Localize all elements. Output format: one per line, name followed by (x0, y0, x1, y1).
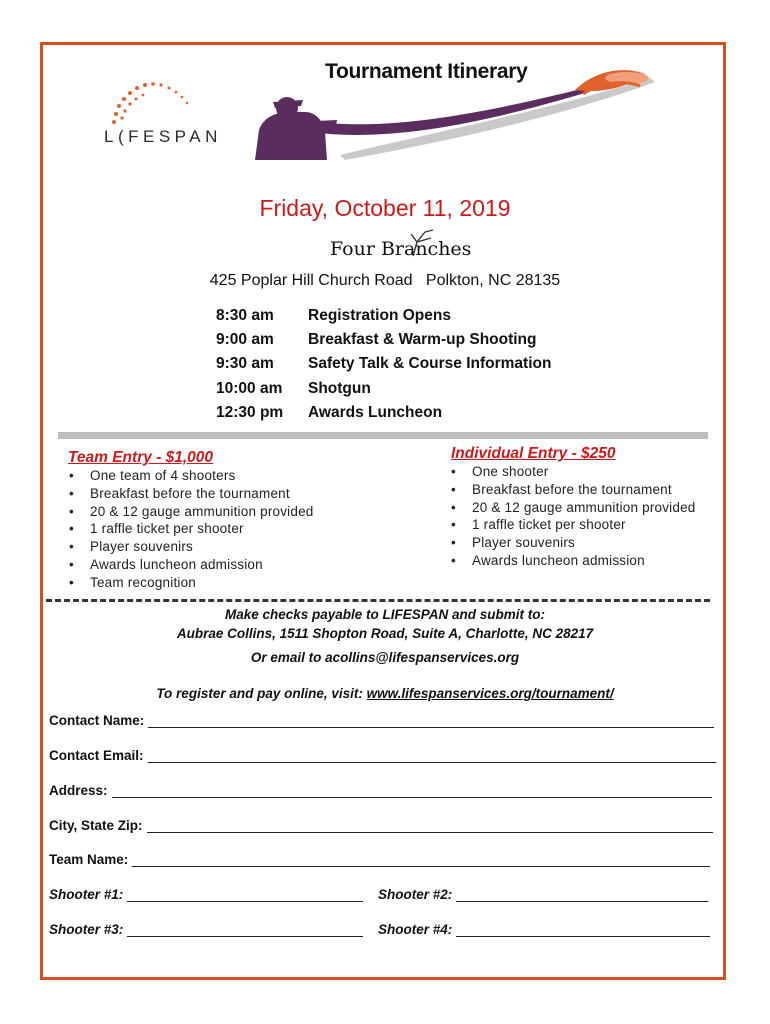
online-registration (0, 686, 770, 701)
shooter-1-line[interactable] (127, 889, 363, 902)
dashed-separator (46, 599, 710, 602)
shooter-1-label: Shooter #1: (49, 887, 124, 902)
list-item: • 20 & 12 gauge ammunition provided (67, 504, 314, 522)
schedule-event: Registration Opens (308, 307, 451, 324)
schedule-event: Shotgun (308, 380, 371, 397)
list-item: • Player souvenirs (67, 539, 314, 557)
schedule-time: 9:30 am (216, 355, 274, 372)
individual-entry-list (449, 464, 696, 571)
shooter-2-label: Shooter #2: (378, 887, 453, 902)
mailing-address: Aubrae Collins, 1511 Shopton Road, Suite A, Charlotte, NC 28217 (176, 626, 594, 641)
list-item: • 20 & 12 gauge ammunition provided (449, 500, 696, 518)
payment-instructions: Make checks payable to LIFESPAN and submit to: (224, 607, 546, 622)
shooter-4-line[interactable] (456, 924, 710, 937)
address-line[interactable] (112, 785, 712, 798)
list-item: • Awards luncheon admission (67, 557, 314, 575)
shooter-1-field[interactable] (49, 887, 363, 902)
venue-address: 425 Poplar Hill Church Road Polkton, NC 28135 (209, 272, 561, 289)
schedule-event: Safety Talk & Course Information (308, 355, 552, 372)
section-divider (58, 432, 708, 439)
shooter-3-field[interactable] (49, 922, 363, 937)
list-item: • 1 raffle ticket per shooter (67, 521, 314, 539)
contact-name-line[interactable] (148, 715, 714, 728)
address-label: Address: (49, 783, 108, 798)
contact-name-field[interactable] (49, 713, 714, 728)
city-state-zip-field[interactable] (49, 818, 713, 833)
lifespan-sunburst-logo (96, 72, 206, 132)
team-entry-heading: Team Entry - $1,000 (68, 449, 214, 466)
page-title: Tournament Itinerary (325, 60, 528, 83)
list-item: • Player souvenirs (449, 535, 696, 553)
shooter-3-line[interactable] (127, 924, 363, 937)
contact-email-field[interactable] (49, 748, 716, 763)
city-state-zip-line[interactable] (147, 820, 713, 833)
individual-entry-heading: Individual Entry - $250 (451, 445, 616, 462)
schedule-event: Awards Luncheon (308, 404, 443, 421)
schedule-time: 8:30 am (216, 307, 274, 324)
team-name-label: Team Name: (49, 852, 129, 867)
contact-email-label: Contact Email: (49, 748, 144, 763)
city-state-zip-label: City, State Zip: (49, 818, 143, 833)
list-item: • One shooter (449, 464, 696, 482)
team-name-line[interactable] (132, 854, 710, 867)
contact-email-line[interactable] (148, 750, 716, 763)
schedule-event: Breakfast & Warm-up Shooting (308, 331, 537, 348)
lifespan-logo-text: L(FESPAN (104, 127, 222, 146)
shooter-2-line[interactable] (456, 889, 708, 902)
team-entry-list (67, 468, 314, 593)
shooter-3-label: Shooter #3: (49, 922, 124, 937)
list-item: • Breakfast before the tournament (449, 482, 696, 500)
contact-name-label: Contact Name: (49, 713, 145, 728)
schedule-time: 9:00 am (216, 331, 274, 348)
list-item: • Awards luncheon admission (449, 553, 696, 571)
list-item: • Team recognition (67, 575, 314, 593)
list-item: • Breakfast before the tournament (67, 486, 314, 504)
registration-link[interactable]: www.lifespanservices.org/tournament/ (366, 686, 614, 701)
shooter-2-field[interactable] (378, 887, 708, 902)
venue-logo: Four Branches (330, 238, 472, 260)
email-instructions: Or email to acollins@lifespanservices.org (250, 650, 520, 665)
event-date: Friday, October 11, 2019 (259, 195, 511, 221)
online-registration-prefix: To register and pay online, visit: (156, 686, 367, 701)
list-item: • One team of 4 shooters (67, 468, 314, 486)
address-field[interactable] (49, 783, 712, 798)
shooter-4-label: Shooter #4: (378, 922, 453, 937)
team-name-field[interactable] (49, 852, 710, 867)
schedule-time: 12:30 pm (216, 404, 284, 421)
schedule-time: 10:00 am (216, 380, 283, 397)
shooter-silhouette-graphic (245, 60, 665, 170)
list-item: • 1 raffle ticket per shooter (449, 517, 696, 535)
shooter-4-field[interactable] (378, 922, 710, 937)
